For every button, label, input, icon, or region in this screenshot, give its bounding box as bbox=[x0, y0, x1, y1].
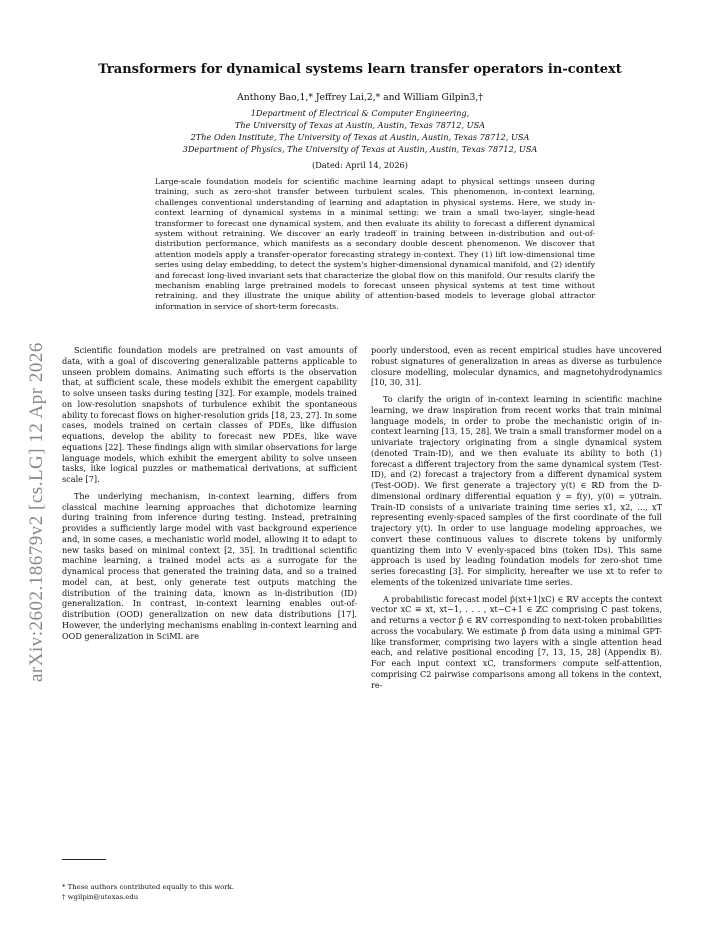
body-paragraph: poorly understood, even as recent empirical studies have uncovered robust signatures of generalization in areas as diverse as turbulence closure modelling, molecular dynamics, and magnetohydrodynamics [10, 30, 31]. bbox=[371, 345, 662, 388]
footnote-rule bbox=[62, 859, 106, 860]
affiliation-1a: 1Department of Electrical & Computer Engineering, bbox=[250, 108, 470, 118]
paper-title: Transformers for dynamical systems learn transfer operators in-context bbox=[98, 62, 622, 77]
abstract: Large-scale foundation models for scientific machine learning adapt to physical settings unseen during training, such as zero-shot transfer between turbulent scales. This phenomenon, in-context learning, challenges conventional understanding of learning and adaptation in physical systems. Here, we study in-context learning of dynamical systems in a minimal setting: we train a small two-layer, single-head transformer to forecast one dynamical system, and then evaluate its ability to forecast a different dynamical system without retraining. We discover an early tradeoff in training between in-distribution and out-of-distribution performance, which manifests as a secondary double descent phenomenon. We discover that attention models apply a transfer-operator forecasting strategy in-context. They (1) lift low-dimensional time series using delay embedding, to detect the system's higher-dimensional dynamical manifold, and (2) identify and forecast long-lived invariant sets that characterize the global flow on this manifold. Our results clarify the mechanism enabling large pretrained models to forecast unseen physical systems at test time without retraining, and they illustrate the unique ability of attention-based models to leverage global attractor information in service of short-term forecasts. bbox=[155, 177, 595, 311]
footnote-equal-contribution: * These authors contributed equally to this work. bbox=[62, 883, 234, 891]
footnote-email: † wgilpin@utexas.edu bbox=[62, 893, 139, 901]
arxiv-identifier-stamp: arXiv:2602.18679v2 [cs.LG] 12 Apr 2026 bbox=[26, 342, 47, 682]
right-column bbox=[371, 345, 662, 690]
author-list: Anthony Bao,1,* Jeffrey Lai,2,* and William Gilpin3,† bbox=[237, 92, 483, 103]
body-paragraph: The underlying mechanism, in-context learning, differs from classical machine learning approaches that dichotomize learning during training from inference during testing. Instead, pretraining provides a sufficiently large model with vast background experience and, in some cases, a mechanistic world model, allowing it to adapt to new tasks based on minimal context [2, 35]. In traditional scientific machine learning, a trained model acts as a surrogate for the dynamical process that generated the training data, and so a trained model can, at best, only generate test outputs matching the distribution of the training data, known as in-distribution (ID) generalization. In contrast, in-context learning enables out-of-distribution (OOD) generalization on new data distributions [17]. However, the underlying mechanisms enabling in-context learning and OOD generalization in SciML are bbox=[62, 490, 357, 641]
body-paragraph: To clarify the origin of in-context learning in scientific machine learning, we draw inspiration from recent works that train minimal language models, in order to probe the mechanistic origin of in-context learning [13, 15, 28]. We train a small transformer model on a univariate trajectory originating from a single dynamical system (denoted Train-ID), and we then evaluate its ability to both (1) forecast a different trajectory from the same dynamical system (Test-ID), and (2) forecast a trajectory from a different dynamical system (Test-OOD). We first generate a trajectory y(t) ∈ ℝD from the D-dimensional ordinary differential equation ẏ = f(y), y(0) = y0train. Train-ID consists of a univariate training time series x1, x2, ..., xT representing evenly-spaced samples of the first coordinate of the full trajectory y(t). In order to use language modeling approaches, we convert these continuous values to discrete tokens by uniformly quantizing them into V evenly-spaced bins (token IDs). This same approach is used by leading foundation models for zero-shot time series forecasting [3]. For simplicity, hereafter we use xt to refer to elements of the tokenized univariate time series. bbox=[371, 394, 662, 587]
affiliation-1b: The University of Texas at Austin, Austin, Texas 78712, USA bbox=[234, 120, 486, 130]
body-paragraph: Scientific foundation models are pretrained on vast amounts of data, with a goal of discovering generalizable patterns applicable to unseen problem domains. Animating such efforts is the observation that, at sufficient scale, these models exhibit the emergent capability to solve unseen tasks during testing [32]. For example, models trained on low-resolution snapshots of turbulence exhibit the spontaneous ability to forecast flows on higher-resolution grids [18, 23, 27]. In some cases, models trained on certain classes of PDEs, like diffusion equations, develop the ability to forecast new PDEs, like wave equations [22]. These findings align with similar observations for large language models, which exhibit the emergent ability to solve unseen tasks, like logical puzzles or mathematical derivations, at sufficient scale [7]. bbox=[62, 345, 357, 484]
left-column bbox=[62, 345, 357, 641]
affiliation-2: 2The Oden Institute, The University of Texas at Austin, Austin, Texas 78712, USA bbox=[190, 132, 530, 142]
affiliation-3: 3Department of Physics, The University of Texas at Austin, Austin, Texas 78712, USA bbox=[182, 144, 538, 154]
body-paragraph: A probabilistic forecast model p̂(xt+1|xC) ∈ ℝV accepts the context vector xC ≡ xt, xt−1, . . . , xt−C+1 ∈ ℤC comprising C past tokens, and returns a vector p̂ ∈ ℝV corresponding to next-token probabilities across the vocabulary. We estimate p̂ from data using a minimal GPT-like transformer, comprising two layers with a single attention head each, and relative positional encoding [7, 13, 15, 28] (Appendix B). For each input context xC, transformers compute self-attention, comprising C2 pairwise comparisons among all tokens in the context, re- bbox=[371, 593, 662, 690]
date-line: (Dated: April 14, 2026) bbox=[312, 160, 408, 170]
